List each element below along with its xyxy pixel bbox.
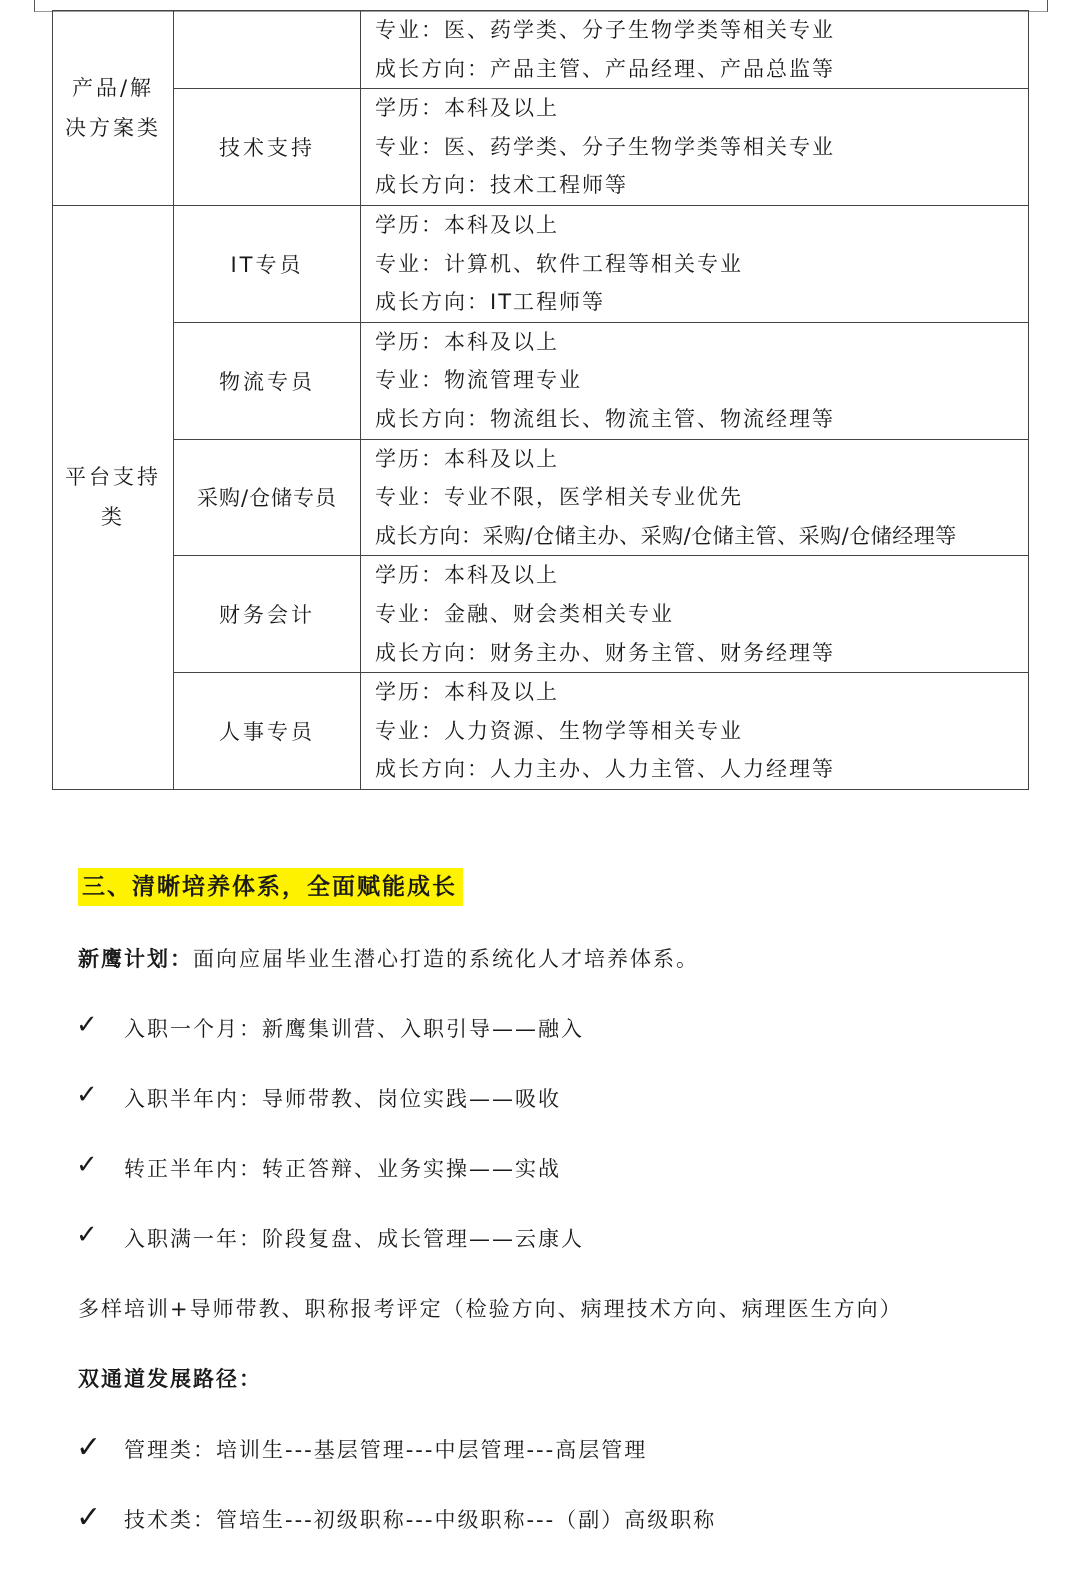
- job-table: [52, 10, 1029, 790]
- dual-path-label: 双通道发展路径：: [78, 1367, 262, 1391]
- category-label: 产品/解决方案类: [65, 75, 161, 140]
- requirement-line: 专业：金融、财会类相关专业: [375, 601, 674, 626]
- requirement-line: 成长方向：产品主管、产品经理、产品总监等: [375, 56, 835, 81]
- requirement-cell: [361, 89, 1029, 206]
- requirement-line: 专业：人力资源、生物学等相关专业: [375, 718, 743, 743]
- plan-paragraph: [78, 943, 699, 973]
- check-icon: ✓: [76, 1150, 98, 1180]
- check-icon: ✓: [76, 1010, 98, 1040]
- requirement-cell: [361, 11, 1029, 89]
- role-cell: [174, 11, 361, 89]
- requirement-line: 专业：专业不限，医学相关专业优先: [375, 485, 743, 510]
- table-row: [53, 322, 1029, 439]
- checklist-item: 转正半年内：转正答辩、业务实操——实战: [124, 1157, 561, 1181]
- checklist-item: 入职半年内：导师带教、岗位实践——吸收: [124, 1087, 561, 1111]
- requirement-line: 成长方向：采购/仓储主办、采购/仓储主管、采购/仓储经理等: [375, 523, 957, 548]
- requirement-line: 学历：本科及以上: [375, 212, 559, 237]
- requirement-line: 学历：本科及以上: [375, 446, 559, 471]
- requirement-cell: [361, 673, 1029, 790]
- requirement-line: 学历：本科及以上: [375, 680, 559, 705]
- requirement-line: 学历：本科及以上: [375, 329, 559, 354]
- category-cell: [53, 205, 174, 789]
- requirement-line: 学历：本科及以上: [375, 563, 559, 588]
- path-item: 技术类：管培生---初级职称---中级职称---（副）高级职称: [124, 1508, 717, 1532]
- category-cell: [53, 11, 174, 206]
- check-icon: ✓: [76, 1500, 102, 1535]
- requirement-cell: [361, 205, 1029, 322]
- plan-label: 新鹰计划：: [78, 947, 193, 971]
- table-row: [53, 89, 1029, 206]
- role-cell: 人事专员: [174, 673, 361, 790]
- role-cell: IT专员: [174, 205, 361, 322]
- requirement-line: 成长方向：技术工程师等: [375, 173, 628, 198]
- requirement-line: 专业：医、药学类、分子生物学类等相关专业: [375, 134, 835, 159]
- role-cell: 财务会计: [174, 556, 361, 673]
- role-cell: 采购/仓储专员: [174, 439, 361, 556]
- check-icon: ✓: [76, 1220, 98, 1250]
- table-row: [53, 556, 1029, 673]
- checklist-item: 入职满一年：阶段复盘、成长管理——云康人: [124, 1227, 584, 1251]
- requirement-line: 成长方向：物流组长、物流主管、物流经理等: [375, 406, 835, 431]
- requirement-cell: [361, 556, 1029, 673]
- section-heading: 三、清晰培养体系，全面赋能成长: [78, 868, 463, 906]
- requirement-line: 成长方向：人力主办、人力主管、人力经理等: [375, 757, 835, 782]
- check-icon: ✓: [76, 1080, 98, 1110]
- requirement-line: 专业：物流管理专业: [375, 368, 582, 393]
- category-label: 平台支持类: [65, 465, 161, 530]
- requirement-line: 成长方向：财务主办、财务主管、财务经理等: [375, 640, 835, 665]
- requirement-line: 专业：计算机、软件工程等相关专业: [375, 251, 743, 276]
- path-item: 管理类：培训生---基层管理---中层管理---高层管理: [124, 1438, 648, 1462]
- requirement-line: 成长方向：IT工程师等: [375, 290, 606, 315]
- requirement-line: 学历：本科及以上: [375, 96, 559, 121]
- table-row: [53, 11, 1029, 89]
- table-row: [53, 205, 1029, 322]
- plan-text: 面向应届毕业生潜心打造的系统化人才培养体系。: [193, 947, 699, 971]
- role-cell: 物流专员: [174, 322, 361, 439]
- role-cell: 技术支持: [174, 89, 361, 206]
- check-icon: ✓: [76, 1430, 102, 1465]
- checklist-item: 入职一个月：新鹰集训营、入职引导——融入: [124, 1017, 584, 1041]
- table-row: [53, 439, 1029, 556]
- requirement-cell: [361, 322, 1029, 439]
- table-row: [53, 673, 1029, 790]
- requirement-line: 专业：医、药学类、分子生物学类等相关专业: [375, 18, 835, 42]
- training-paragraph: 多样培训+导师带教、职称报考评定（检验方向、病理技术方向、病理医生方向）: [78, 1297, 903, 1321]
- requirement-cell: [361, 439, 1029, 556]
